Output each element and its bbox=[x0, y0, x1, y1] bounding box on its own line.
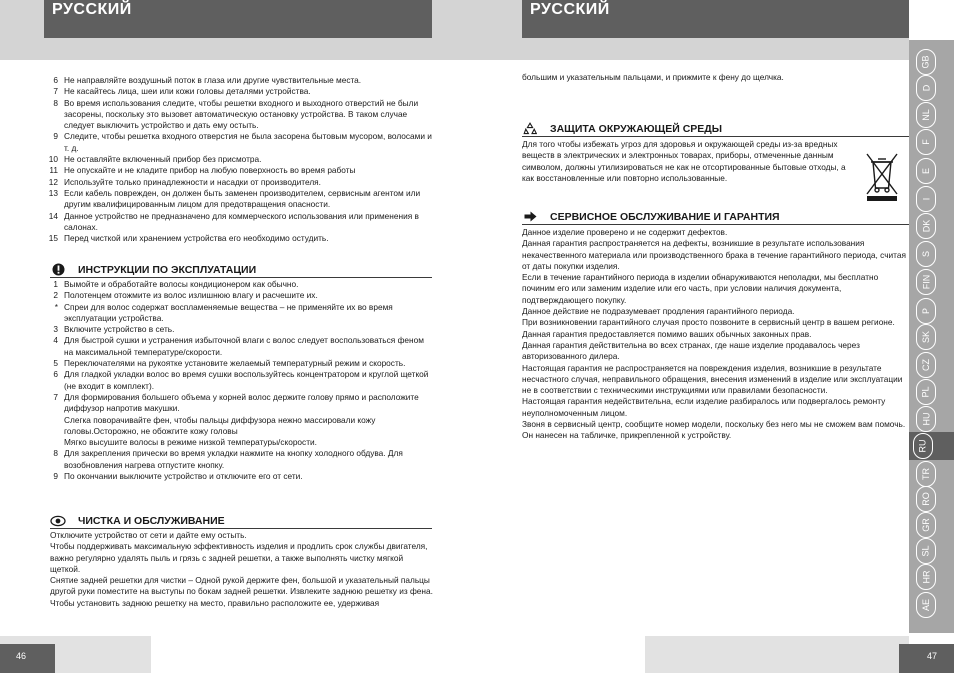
language-tab-pill bbox=[916, 486, 936, 512]
continuation-text: большим и указательным пальцами, и прижмите к фену до щелчка. bbox=[522, 72, 784, 82]
language-tab-label: CZ bbox=[921, 359, 931, 371]
cleaning-text bbox=[50, 530, 434, 609]
list-item-number: 9 bbox=[53, 471, 58, 482]
list-item-number: 6 bbox=[53, 369, 58, 380]
language-tab-label: P bbox=[920, 307, 931, 315]
list-item-text: Не направляйте воздушный поток в глаза или другие чувствительные места. bbox=[64, 75, 362, 85]
right-header bbox=[522, 0, 909, 38]
exclamation-icon bbox=[50, 263, 66, 277]
list-item bbox=[44, 188, 434, 211]
language-tab-label: RU bbox=[917, 439, 928, 453]
service-line: Он нанесен на табличке, прикрепленной к устройству. bbox=[522, 430, 732, 441]
service-line: При возникновении гарантийного случая просто позвоните в сервисный центр в вашем регионе. bbox=[522, 317, 895, 328]
language-tab-e[interactable] bbox=[916, 157, 936, 185]
list-item-text: Не опускайте и не кладите прибор на любую поверхность во время работы bbox=[64, 165, 356, 176]
language-tab-label: D bbox=[921, 84, 931, 92]
list-item-text: Слегка поворачивайте фен, чтобы пальцы диффузора нежно массировали кожу головы.Осторожно, не обожгите кожу головы bbox=[64, 414, 376, 436]
environment-heading bbox=[522, 121, 909, 137]
cleaning-line: Отключите устройство от сети и дайте ему остыть. bbox=[50, 530, 247, 540]
service-line: Звоня в сервисный центр, сообщите номер модели, поскольку без него мы не сможем вам помочь. bbox=[522, 419, 906, 430]
language-tab-label: NL bbox=[920, 109, 931, 121]
list-item bbox=[44, 98, 434, 132]
list-item-text: Не оставляйте включенный прибор без присмотра. bbox=[64, 154, 262, 165]
language-tab-label: S bbox=[920, 250, 931, 258]
language-tab-sk[interactable] bbox=[916, 323, 936, 351]
language-tab-s[interactable] bbox=[916, 240, 936, 268]
list-item-number: 5 bbox=[53, 358, 58, 369]
language-tab-pill bbox=[916, 352, 936, 378]
language-tab-pill bbox=[916, 158, 936, 184]
language-tab-ro[interactable] bbox=[916, 485, 936, 513]
language-tab-sl[interactable] bbox=[916, 537, 936, 565]
list-item-text: Полотенцем отожмите из волос излишнюю влагу и расчешите их. bbox=[64, 290, 318, 301]
language-tab-pill bbox=[913, 433, 933, 459]
list-item bbox=[44, 131, 434, 154]
cleaning-line: Снятие задней решетки для чистки – Одной рукой держите фен, большой и указательный пальцы другой руки поместите на выступы по бокам задней решетки. Извлеките заднюю решетку из фена. bbox=[50, 575, 433, 597]
language-tab-ae[interactable] bbox=[916, 591, 936, 619]
language-tab-pill bbox=[916, 592, 936, 618]
list-item bbox=[44, 335, 434, 358]
language-tab-label: SL bbox=[920, 545, 931, 557]
arrow-right-icon bbox=[522, 210, 538, 224]
language-tab-pill bbox=[916, 379, 936, 405]
left-header-title: РУССКИЙ bbox=[52, 1, 132, 18]
list-item-number: 7 bbox=[53, 391, 58, 402]
list-item bbox=[44, 324, 434, 335]
list-item bbox=[44, 211, 434, 234]
list-item-number: 10 bbox=[48, 154, 58, 165]
list-item-text: Включите устройство в сеть. bbox=[64, 324, 175, 335]
right-page bbox=[477, 0, 954, 673]
service-line: Данное действие не подразумевает продления гарантийного периода. bbox=[522, 306, 795, 317]
list-item bbox=[44, 369, 434, 392]
language-tab-pill bbox=[916, 324, 936, 350]
language-tab-gr[interactable] bbox=[916, 511, 936, 539]
list-item-text: Вымойте и обработайте волосы кондиционером как обычно. bbox=[64, 279, 299, 289]
language-tab-pill bbox=[916, 129, 936, 155]
list-item-text: Для формирования большего объема у корней волос держите голову прямо и расположите диффузор напротив макушки. bbox=[64, 391, 419, 414]
language-tab-pill bbox=[916, 49, 936, 75]
language-tab-label: HR bbox=[921, 570, 931, 584]
recycle-icon bbox=[522, 122, 538, 136]
list-item bbox=[44, 471, 434, 482]
list-item-text: Для закрепления прически во время укладки нажмите на кнопку холодного обдува. Для возобновления нагрева отпустите кнопку. bbox=[64, 448, 403, 470]
language-tab-label: GR bbox=[921, 518, 931, 532]
instructions-list bbox=[44, 279, 434, 482]
language-tab-nl[interactable] bbox=[916, 101, 936, 129]
language-tab-pill bbox=[916, 241, 936, 267]
list-item-number: 8 bbox=[53, 448, 58, 459]
language-tab-pill bbox=[916, 102, 936, 128]
language-tab-hr[interactable] bbox=[916, 563, 936, 591]
list-item-text: Перед чисткой или хранением устройства его необходимо остудить. bbox=[64, 233, 329, 244]
environment-title: ЗАЩИТА ОКРУЖАЮЩЕЙ СРЕДЫ bbox=[550, 122, 723, 135]
language-tab-dk[interactable] bbox=[916, 212, 936, 240]
left-page-number-box bbox=[0, 644, 55, 673]
service-line: Если в течение гарантийного периода в изделии обнаруживаются неполадки, мы бесплатно починим его или заменим изделие или его часть, при условии наличия документа, подтверждающего покупку. bbox=[522, 272, 879, 305]
language-tab-fin[interactable] bbox=[916, 268, 936, 296]
list-item-text: Следите, чтобы решетка входного отверстия не была засорена бытовым мусором, волосами и т. д. bbox=[64, 131, 432, 153]
list-item-number: 12 bbox=[48, 176, 58, 187]
list-item bbox=[44, 165, 434, 176]
cleaning-title: ЧИСТКА И ОБСЛУЖИВАНИЕ bbox=[78, 514, 225, 527]
list-item bbox=[44, 233, 434, 244]
list-item-text: Данное устройство не предназначено для коммерческого использования или применения в салонах. bbox=[64, 210, 419, 232]
cleaning-line: Чтобы установить заднюю решетку на место, правильно расположите ее, удерживая bbox=[50, 597, 380, 608]
list-item bbox=[44, 86, 434, 97]
language-tab-hu[interactable] bbox=[916, 405, 936, 433]
list-item-number: 3 bbox=[53, 324, 58, 335]
language-tab-tr[interactable] bbox=[916, 460, 936, 488]
language-tab-label: AE bbox=[920, 598, 931, 612]
instructions-heading bbox=[50, 262, 432, 278]
eye-icon bbox=[50, 514, 66, 528]
service-line: Данная гарантия действительна во всех странах, где наше изделие продавалось через авторизованного дилера. bbox=[522, 339, 860, 362]
list-item-text: Мягко высушите волосы в режиме низкой температуры/скорости. bbox=[64, 437, 317, 448]
cleaning-heading bbox=[50, 513, 432, 529]
list-item-number: 15 bbox=[48, 233, 58, 244]
language-tab-d[interactable] bbox=[916, 74, 936, 102]
right-page-number: 47 bbox=[927, 651, 938, 661]
list-item-number: 7 bbox=[53, 86, 58, 97]
list-item bbox=[44, 437, 434, 448]
list-item-number: 14 bbox=[48, 210, 58, 221]
language-tab-i[interactable] bbox=[916, 185, 936, 213]
service-line: Настоящая гарантия недействительна, если изделие разбиралось или подвергалось ремонту неуполномоченным лицом. bbox=[522, 396, 886, 418]
service-title: СЕРВИСНОЕ ОБСЛУЖИВАНИЕ И ГАРАНТИЯ bbox=[550, 210, 780, 223]
language-tab-pill bbox=[916, 564, 936, 590]
list-item bbox=[44, 177, 434, 188]
language-tab-label: GB bbox=[920, 55, 931, 69]
language-tab-pill bbox=[916, 461, 936, 487]
list-item bbox=[44, 358, 434, 369]
language-tab-label: TR bbox=[921, 468, 931, 480]
cleaning-line: Чтобы поддерживать максимальную эффективность изделия и продлить срок службы двигателя, важно регулярно удалять пыль и грязь с задней решетки, а также выполнять чистку мягкой щеткой. bbox=[50, 541, 428, 574]
language-tab-pl[interactable] bbox=[916, 378, 936, 406]
language-tab-label: PL bbox=[920, 386, 931, 398]
language-tab-pill bbox=[916, 75, 936, 101]
right-page-number-box bbox=[899, 644, 954, 673]
list-item-number: 11 bbox=[49, 165, 58, 176]
language-tabs bbox=[909, 40, 954, 633]
list-item bbox=[44, 448, 434, 471]
service-line: Данная гарантия предоставляется помимо ваших обычных законных прав. bbox=[522, 328, 812, 339]
instructions-title: ИНСТРУКЦИИ ПО ЭКСПЛУАТАЦИИ bbox=[78, 263, 257, 276]
list-item-number bbox=[44, 437, 64, 448]
list-item bbox=[44, 392, 434, 415]
list-item bbox=[44, 279, 434, 290]
list-item-text: Спреи для волос содержат воспламеняемые вещества – не применяйте их во время эксплуатации устройства. bbox=[64, 301, 393, 323]
language-tab-label: HU bbox=[921, 412, 931, 426]
language-tab-label: I bbox=[920, 197, 931, 201]
language-tab-pill bbox=[916, 538, 936, 564]
list-item-text: Во время использования следите, чтобы решетки входного и выходного отверстий не были засорены, поскольку это вызовет автоматическую остановку устройства. В таком случае следует выключить устройство и дать ему остыть. bbox=[64, 97, 419, 131]
language-tab-pill bbox=[916, 406, 936, 432]
list-item bbox=[44, 290, 434, 301]
list-item bbox=[44, 302, 434, 325]
language-tab-cz[interactable] bbox=[916, 351, 936, 379]
service-line: Данное изделие проверено и не содержит дефектов. bbox=[522, 227, 728, 237]
list-item-text: Переключателями на рукоятке установите желаемый температурный режим и скорость. bbox=[64, 358, 406, 369]
list-item-number: 4 bbox=[53, 335, 58, 346]
service-text bbox=[522, 227, 909, 442]
language-tab-label: DK bbox=[920, 219, 931, 233]
list-item-text: По окончании выключите устройство и отключите его от сети. bbox=[64, 471, 303, 482]
list-item bbox=[44, 154, 434, 165]
list-item-text: Не касайтесь лица, шеи или кожи головы деталями устройства. bbox=[64, 86, 311, 97]
right-header-title: РУССКИЙ bbox=[530, 1, 610, 18]
safety-list bbox=[44, 75, 434, 244]
list-item-number: * bbox=[54, 301, 58, 312]
list-item-number: 9 bbox=[53, 131, 58, 142]
right-bottom-band bbox=[645, 636, 909, 673]
list-item-number: 1 bbox=[53, 279, 58, 289]
language-tab-label: SK bbox=[920, 330, 931, 344]
list-item-text: Используйте только принадлежности и насадки от производителя. bbox=[64, 176, 321, 187]
language-tab-label: FIN bbox=[921, 274, 931, 290]
weee-bin-icon bbox=[864, 150, 900, 202]
language-tab-label: RO bbox=[921, 492, 931, 506]
list-item-text: Для быстрой сушки и устранения избыточной влаги с волос следует воспользоваться феном на максимальной температуре/скорости. bbox=[64, 335, 424, 357]
service-line: Настоящая гарантия не распространяется на повреждения изделия, возникшие в результате несчастного случая, неправильного обращения, внесения изменений в изделие или эксплуатации не в соответствии с техническими инструкциями или правилами безопасности. bbox=[522, 362, 903, 396]
service-line: Данная гарантия распространяется на дефекты, возникшие в результате использования некачественного материала или производственного брака в течение гарантийного периода, считая от даты покупки изделия. bbox=[522, 238, 906, 271]
service-heading bbox=[522, 209, 909, 225]
language-tab-pill bbox=[916, 298, 936, 324]
list-item-text: Для гладкой укладки волос во время сушки воспользуйтесь концентратором и круглой щеткой (не входит в комплект). bbox=[64, 369, 429, 391]
language-tab-label: F bbox=[921, 139, 931, 145]
left-page-number: 46 bbox=[16, 651, 27, 661]
list-item-number: 8 bbox=[53, 97, 58, 108]
list-item-number bbox=[44, 415, 64, 438]
language-tab-f[interactable] bbox=[916, 128, 936, 156]
language-tab-label: E bbox=[920, 167, 931, 175]
language-tab-pill bbox=[916, 213, 936, 239]
language-tab-pill bbox=[916, 269, 936, 295]
environment-text: Для того чтобы избежать угроз для здоровья и окружающей среды из-за вредных веществ в электрических и электронных товарах, приборы, отмеченные данным символом, должны утилизироваться не как не отсортированные бытовые отходы, а как восстановленные или повторно использованные. bbox=[522, 139, 846, 183]
language-tab-p[interactable] bbox=[916, 297, 936, 325]
list-item bbox=[44, 415, 434, 438]
language-tab-gb[interactable] bbox=[916, 48, 936, 76]
left-header bbox=[44, 0, 432, 38]
list-item bbox=[44, 75, 434, 86]
list-item-number: 2 bbox=[53, 290, 58, 301]
list-item-number: 13 bbox=[48, 187, 58, 198]
list-item-number: 6 bbox=[53, 75, 58, 85]
list-item-text: Если кабель поврежден, он должен быть заменен производителем, сервисным агентом или другим квалифицированным лицом для предотвращения опасности. bbox=[64, 187, 421, 210]
language-tab-pill bbox=[916, 186, 936, 212]
language-tab-ru[interactable] bbox=[909, 432, 954, 460]
language-tab-pill bbox=[916, 512, 936, 538]
